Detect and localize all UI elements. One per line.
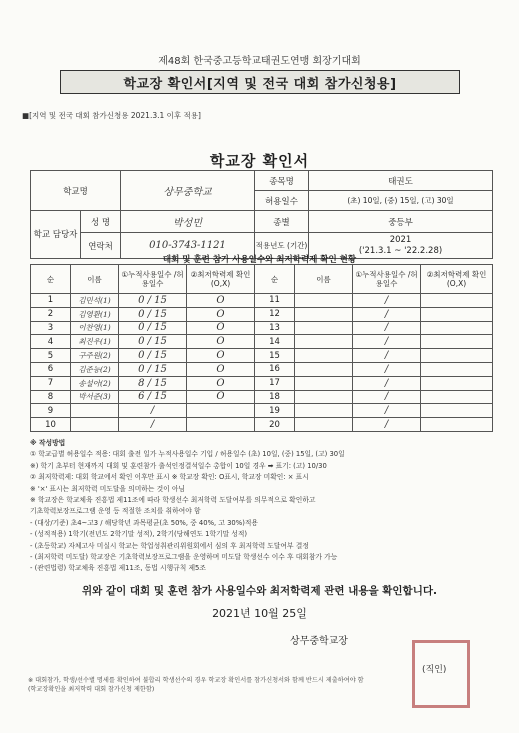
days-used: 6 / 15 — [119, 390, 187, 404]
participant-name — [71, 404, 119, 418]
event-label: 종목명 — [255, 171, 309, 191]
table-row — [31, 362, 493, 376]
row-number: 19 — [255, 404, 295, 418]
days-used: 0 / 15 — [119, 335, 187, 349]
notes — [30, 438, 500, 575]
participant-name — [295, 294, 353, 308]
footnote-line: ※ 대회참가, 학생/선수별 명세를 확인하여 불합리 학생선수의 경우 학교장 확인서를 참가신청서와 함께 반드시 제출하여야 함 — [28, 677, 364, 684]
min-academic-check — [421, 349, 493, 363]
row-number: 2 — [31, 307, 71, 321]
row-number: 13 — [255, 321, 295, 335]
contact-label: 학교 담당자 — [31, 211, 81, 259]
row-number: 10 — [31, 418, 71, 432]
note-line: ※ '×' 표시는 최저학력 미도달을 의미하는 것이 아님 — [30, 484, 186, 493]
row-number: 6 — [31, 362, 71, 376]
note-line: 기초학력보장프로그램 운영 등 적절한 조치를 취하여야 함 — [30, 507, 201, 516]
row-number: 16 — [255, 362, 295, 376]
table-row — [31, 418, 493, 432]
participant-name — [295, 335, 353, 349]
notes-heading: ※ 작성방법 — [30, 439, 66, 447]
table-row — [31, 294, 493, 308]
note-line: - (최저학력 미도달) 학교장은 기초학력보장프로그램을 운영하며 미도달 학생선수 이수 후 대회참가 가능 — [30, 553, 338, 562]
min-academic-check — [421, 335, 493, 349]
participant-name: 구주원(2) — [71, 349, 119, 363]
min-academic-check: O — [187, 349, 255, 363]
date-text: 2021년 10월 25일 — [212, 607, 307, 620]
row-number: 9 — [31, 404, 71, 418]
note-line: - (초등학교) 자체고사 미실시 학교는 학업성취관리위원회에서 심의 후 최저학력 도달여부 결정 — [30, 541, 309, 550]
participant-name — [295, 376, 353, 390]
table-row — [31, 404, 493, 418]
principal-name: 상무중학교장 — [290, 636, 348, 647]
row-number: 11 — [255, 294, 295, 308]
row-number: 1 — [31, 294, 71, 308]
table-row — [31, 390, 493, 404]
row-number: 18 — [255, 390, 295, 404]
min-academic-check — [421, 376, 493, 390]
period-year: 2021 — [389, 234, 412, 245]
row-number: 3 — [31, 321, 71, 335]
allowed-days-label: 허용일수 — [255, 191, 309, 211]
row-number: 4 — [31, 335, 71, 349]
days-used: 0 / 15 — [119, 362, 187, 376]
row-number: 20 — [255, 418, 295, 432]
row-number: 12 — [255, 307, 295, 321]
days-used: / — [353, 335, 421, 349]
note-line: - (대상/기준) 초4~고3 / 해당학년 과목평균(초 50%, 중 40%, 고 30%)적용 — [30, 518, 258, 527]
min-academic-check: O — [187, 390, 255, 404]
footnote — [28, 676, 498, 694]
period-range: ('21.3.1 ~ '22.2.28) — [358, 245, 443, 256]
row-number: 8 — [31, 390, 71, 404]
days-used: 0 / 15 — [119, 349, 187, 363]
days-used: 0 / 15 — [119, 321, 187, 335]
table-row — [31, 307, 493, 321]
note-line: ※ 학교장은 학교체육 진흥법 제11조에 따라 학생선수 최저학력 도달여부를 의무적으로 확인하고 — [30, 496, 316, 505]
row-number: 17 — [255, 376, 295, 390]
days-used: / — [353, 321, 421, 335]
header-name: 이름 — [71, 265, 119, 294]
header-no: 순 — [255, 265, 295, 294]
participant-name — [71, 418, 119, 432]
row-number: 5 — [31, 349, 71, 363]
participant-name — [295, 349, 353, 363]
note-line: ※) 학기 초부터 현재까지 대회 및 훈련참가 출석인정결석일수 총합이 10일 경우 ➡ 표기: (고) 10/30 — [30, 461, 327, 470]
days-used: / — [353, 390, 421, 404]
min-academic-check: O — [187, 376, 255, 390]
form-title: 학교장 확인서 — [209, 152, 310, 170]
header-check: ②최저학력제 확인(O,X) — [187, 265, 255, 294]
participant-name: 송설아(2) — [71, 376, 119, 390]
participant-name: 박서준(3) — [71, 390, 119, 404]
school-label: 학교명 — [31, 171, 121, 211]
days-used: / — [119, 418, 187, 432]
note-line: ① 학교급별 허용일수 적용: 대회 출전 일가 누적사용일수 기입 / 허용일수 (초) 10일, (중) 15일, (고) 30일 — [30, 450, 345, 459]
days-used: 8 / 15 — [119, 376, 187, 390]
table-row — [31, 321, 493, 335]
min-academic-check — [187, 418, 255, 432]
school-name: 상무중학교 — [121, 171, 255, 211]
days-used: 0 / 15 — [119, 294, 187, 308]
min-academic-check: O — [187, 321, 255, 335]
applies-note: ■[지역 및 전국 대회 참가신청용 2021.3.1 이후 적용] — [22, 111, 201, 120]
status-title: 대회 및 훈련 참가 사용일수와 최저학력제 확인 현황 — [162, 255, 357, 265]
table-row — [31, 335, 493, 349]
min-academic-check: O — [187, 335, 255, 349]
participant-name: 김민석(1) — [71, 294, 119, 308]
note-line: ② 최저학력제: 대회 학교에서 확인 이후만 표시 ※ 학교장 확인: O표시, 학교장 미확인: × 표시 — [30, 473, 309, 482]
school-info-table — [30, 170, 493, 259]
header-no: 순 — [31, 265, 71, 294]
row-number: 7 — [31, 376, 71, 390]
header-name: 이름 — [295, 265, 353, 294]
period-label: 적용년도 (기간) — [255, 233, 309, 259]
note-line: - (성적적용) 1학기(전년도 2학기말 성적), 2학기(당해연도 1학기말 성적) — [30, 530, 248, 539]
min-academic-check — [421, 307, 493, 321]
days-used: 0 / 15 — [119, 307, 187, 321]
days-used: / — [353, 307, 421, 321]
participant-name — [295, 404, 353, 418]
min-academic-check — [421, 321, 493, 335]
participant-table — [30, 264, 493, 432]
min-academic-check — [187, 404, 255, 418]
days-used: / — [353, 349, 421, 363]
type-value: 중등부 — [309, 211, 493, 233]
document-title: 학교장 확인서[지역 및 전국 대회 참가신청용] — [60, 70, 460, 94]
min-academic-check — [421, 362, 493, 376]
name-value: 박성민 — [121, 211, 255, 233]
table-row — [31, 376, 493, 390]
header-days: ①누적사용일수 /허용일수 — [353, 265, 421, 294]
note-line: - (관련법령) 학교체육 진흥법 제11조, 동법 시행규칙 제5조 — [30, 564, 206, 573]
days-used: / — [353, 418, 421, 432]
days-used: / — [353, 294, 421, 308]
days-used: / — [353, 376, 421, 390]
participant-name — [295, 390, 353, 404]
row-number: 14 — [255, 335, 295, 349]
days-used: / — [119, 404, 187, 418]
min-academic-check: O — [187, 307, 255, 321]
participant-name: 김준능(2) — [71, 362, 119, 376]
participant-name — [295, 307, 353, 321]
min-academic-check: O — [187, 362, 255, 376]
footnote-line: (학교장확인을 최저학력 대회 참가신청 제한함) — [28, 686, 155, 693]
name-label: 성 명 — [81, 211, 121, 233]
event-title: 제48회 한국중고등학교태권도연맹 회장기대회 — [158, 56, 361, 67]
min-academic-check — [421, 390, 493, 404]
participant-name — [295, 321, 353, 335]
min-academic-check — [421, 294, 493, 308]
participant-name — [295, 418, 353, 432]
header-check: ②최저학력제 확인(O,X) — [421, 265, 493, 294]
type-label: 종별 — [255, 211, 309, 233]
phone-label: 연락처 — [81, 233, 121, 259]
days-used: / — [353, 404, 421, 418]
participant-name: 최진우(1) — [71, 335, 119, 349]
days-used: / — [353, 362, 421, 376]
table-row — [31, 349, 493, 363]
participant-name — [295, 362, 353, 376]
phone-value: 010-3743-1121 — [121, 233, 255, 259]
participant-name: 김영환(1) — [71, 307, 119, 321]
header-days: ①누적사용일수 /허용일수 — [119, 265, 187, 294]
seal-label: (직인) — [422, 665, 447, 675]
min-academic-check: O — [187, 294, 255, 308]
confirm-text: 위와 같이 대회 및 훈련 참가 사용일수와 최저학력제 관련 내용을 확인합니다. — [82, 585, 437, 597]
min-academic-check — [421, 418, 493, 432]
row-number: 15 — [255, 349, 295, 363]
event-value: 태권도 — [309, 171, 493, 191]
participant-name: 이찬영(1) — [71, 321, 119, 335]
min-academic-check — [421, 404, 493, 418]
allowed-days-value: (초) 10일, (중) 15일, (고) 30일 — [309, 191, 493, 211]
